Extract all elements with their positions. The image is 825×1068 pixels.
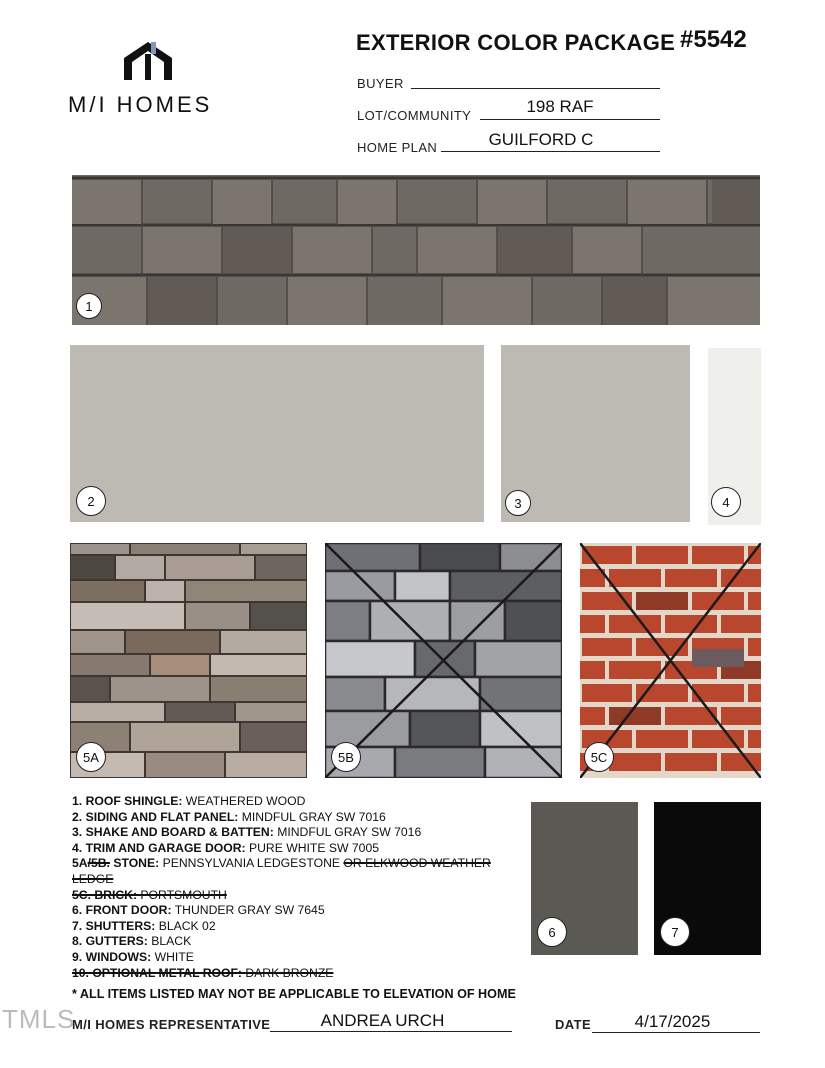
stone-5a-swatch [70,543,307,778]
applicability-note: * ALL ITEMS LISTED MAY NOT BE APPLICABLE TO ELEVATION OF HOME [72,987,516,1001]
brand-name: M/I HOMES [68,92,213,117]
trim-swatch [708,348,761,525]
swatch-number-3: 3 [505,490,531,516]
plan-label: HOME PLAN [357,140,438,155]
date-line [592,1032,760,1033]
package-number: #5542 [680,26,747,53]
stone-5b-swatch [325,543,562,778]
lot-value: 198 RAF [526,97,594,116]
legend-row-5-cont: LEDGE [72,871,114,886]
rep-value: ANDREA URCH [320,1011,445,1030]
siding-swatch [70,345,484,522]
swatch-number-2: 2 [76,486,106,516]
legend-row-5: 5A/5B. STONE: PENNSYLVANIA LEDGESTONE OR ELKWOOD WEATHER [72,856,491,871]
color-legend [72,794,532,981]
swatch-number-5b: 5B [331,742,361,772]
swatch-number-5a: 5A [76,742,106,772]
legend-row-3: 3. SHAKE AND BOARD & BATTEN: MINDFUL GRAY SW 7016 [72,825,422,840]
legend-row-10: 10. OPTIONAL METAL ROOF: DARK BRONZE [72,965,334,980]
rep-line [270,1031,512,1032]
plan-value: GUILFORD C [488,130,594,149]
swatch-number-7: 7 [660,917,690,947]
buyer-line [411,88,660,89]
legend-row-brick: 5C. BRICK: PORTSMOUTH [72,887,227,902]
buyer-label: BUYER [357,76,404,91]
legend-row-2: 2. SIDING AND FLAT PANEL: MINDFUL GRAY SW 7016 [72,809,386,824]
swatch-number-4: 4 [711,487,741,517]
date-label: DATE [555,1017,592,1032]
swatch-number-6: 6 [537,917,567,947]
shake-swatch [501,345,690,522]
legend-row-9: 9. WINDOWS: WHITE [72,949,194,964]
page-title: EXTERIOR COLOR PACKAGE [356,30,676,55]
legend-row-7: 7. SHUTTERS: BLACK 02 [72,918,216,933]
legend-row-4: 4. TRIM AND GARAGE DOOR: PURE WHITE SW 7005 [72,840,379,855]
lot-line [480,119,660,120]
mi-homes-logo-icon [120,40,176,82]
swatch-number-1: 1 [76,293,102,319]
tmls-watermark: TMLS [2,1004,76,1034]
swatch-number-5c: 5C [584,742,614,772]
legend-row-6: 6. FRONT DOOR: THUNDER GRAY SW 7645 [72,903,325,918]
date-value: 4/17/2025 [634,1012,711,1031]
brick-5c-swatch [580,543,761,778]
plan-line [441,151,660,152]
legend-row-1: 1. ROOF SHINGLE: WEATHERED WOOD [72,794,306,808]
lot-label: LOT/COMMUNITY [357,108,472,123]
shutters-swatch [654,802,761,955]
roof-shingle-swatch [72,175,760,325]
front-door-swatch [531,802,638,955]
rep-label: M/I HOMES REPRESENTATIVE [72,1017,271,1032]
legend-row-8: 8. GUTTERS: BLACK [72,934,192,949]
